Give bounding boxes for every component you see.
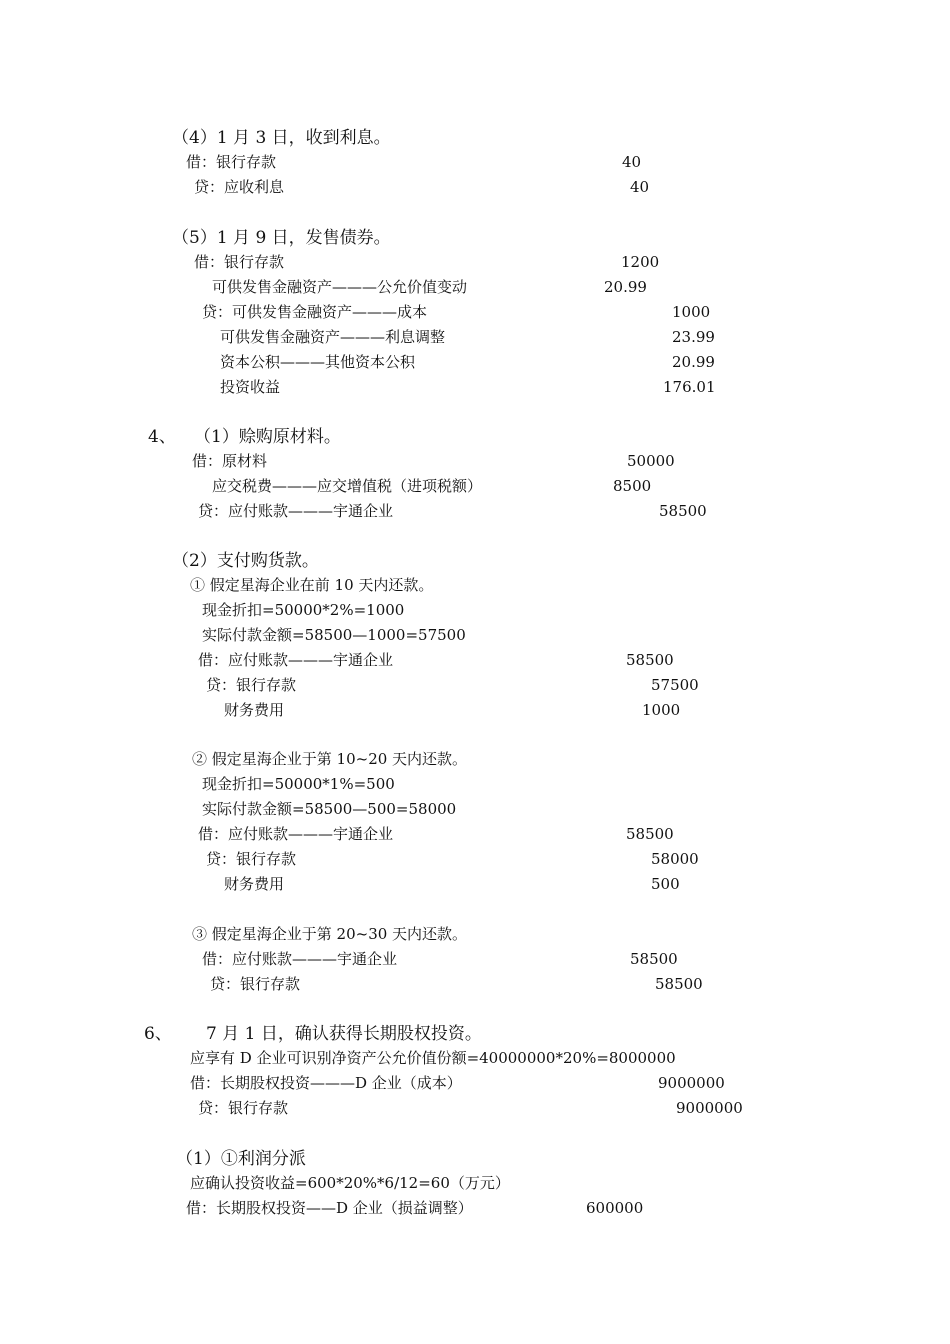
calculation-line: 实际付款金额=58500—500=58000: [202, 800, 457, 818]
entry-amount: 58500: [626, 825, 674, 843]
calculation-line: 现金折扣=50000*1%=500: [202, 775, 395, 793]
entry-label: 贷：银行存款: [210, 975, 301, 993]
section-heading: （4）1 月 3 日，收到利息。: [172, 128, 391, 148]
case-heading: ② 假定星海企业于第 10~20 天内还款。: [192, 750, 468, 768]
entry-amount: 8500: [613, 477, 652, 495]
entry-label: 借：银行存款: [194, 253, 285, 271]
entry-amount: 40: [630, 178, 650, 196]
entry-label: 资本公积———其他资本公积: [220, 353, 416, 371]
entry-label: 贷：银行存款: [206, 676, 297, 694]
entry-label: 财务费用: [224, 701, 285, 719]
entry-label: 财务费用: [224, 875, 285, 893]
entry-label: 借：应付账款———宇通企业: [198, 825, 394, 843]
entry-label: 贷：应付账款———宇通企业: [198, 502, 394, 520]
entry-amount: 58500: [626, 651, 674, 669]
entry-label: 可供发售金融资产———公允价值变动: [212, 278, 468, 296]
entry-amount: 1200: [621, 253, 660, 271]
entry-amount: 20.99: [604, 278, 647, 296]
case-heading: ① 假定星海企业在前 10 天内还款。: [190, 576, 434, 594]
entry-amount: 58000: [651, 850, 699, 868]
section-heading: 7 月 1 日，确认获得长期股权投资。: [206, 1024, 482, 1044]
entry-amount: 50000: [627, 452, 675, 470]
entry-amount: 600000: [586, 1199, 644, 1217]
question-number: 6、: [144, 1024, 172, 1044]
entry-label: 投资收益: [220, 378, 281, 396]
entry-amount: 176.01: [663, 378, 716, 396]
entry-amount: 1000: [642, 701, 681, 719]
entry-amount: 58500: [655, 975, 703, 993]
entry-amount: 500: [651, 875, 680, 893]
entry-label: 借：长期股权投资——D 企业（损益调整）: [186, 1199, 473, 1217]
entry-label: 借：原材料: [192, 452, 268, 470]
entry-label: 可供发售金融资产———利息调整: [220, 328, 446, 346]
section-heading: （2）支付购货款。: [172, 551, 319, 571]
entry-label: 贷：银行存款: [198, 1099, 289, 1117]
entry-label: 应交税费———应交增值税（进项税额）: [212, 477, 483, 495]
entry-label: 贷：银行存款: [206, 850, 297, 868]
calculation-line: 应享有 D 企业可识别净资产公允价值份额=40000000*20%=8000000: [190, 1049, 676, 1067]
entry-amount: 9000000: [658, 1074, 725, 1092]
calculation-line: 实际付款金额=58500—1000=57500: [202, 626, 466, 644]
section-heading: （1）赊购原材料。: [194, 427, 341, 447]
entry-label: 借：应付账款———宇通企业: [198, 651, 394, 669]
entry-amount: 58500: [630, 950, 678, 968]
entry-amount: 57500: [651, 676, 699, 694]
entry-label: 借：长期股权投资———D 企业（成本）: [190, 1074, 462, 1092]
entry-amount: 20.99: [672, 353, 715, 371]
section-heading: （5）1 月 9 日，发售债券。: [172, 228, 391, 248]
entry-amount: 1000: [672, 303, 711, 321]
case-heading: ③ 假定星海企业于第 20~30 天内还款。: [192, 925, 468, 943]
entry-label: 借：银行存款: [186, 153, 277, 171]
entry-amount: 23.99: [672, 328, 715, 346]
section-heading: （1）①利润分派: [176, 1149, 306, 1169]
question-number: 4、: [148, 427, 176, 447]
entry-amount: 58500: [659, 502, 707, 520]
entry-label: 贷：应收利息: [194, 178, 285, 196]
entry-label: 贷：可供发售金融资产———成本: [202, 303, 428, 321]
calculation-line: 应确认投资收益=600*20%*6/12=60（万元）: [190, 1174, 510, 1192]
entry-label: 借：应付账款———宇通企业: [202, 950, 398, 968]
entry-amount: 40: [622, 153, 642, 171]
calculation-line: 现金折扣=50000*2%=1000: [202, 601, 405, 619]
entry-amount: 9000000: [676, 1099, 743, 1117]
